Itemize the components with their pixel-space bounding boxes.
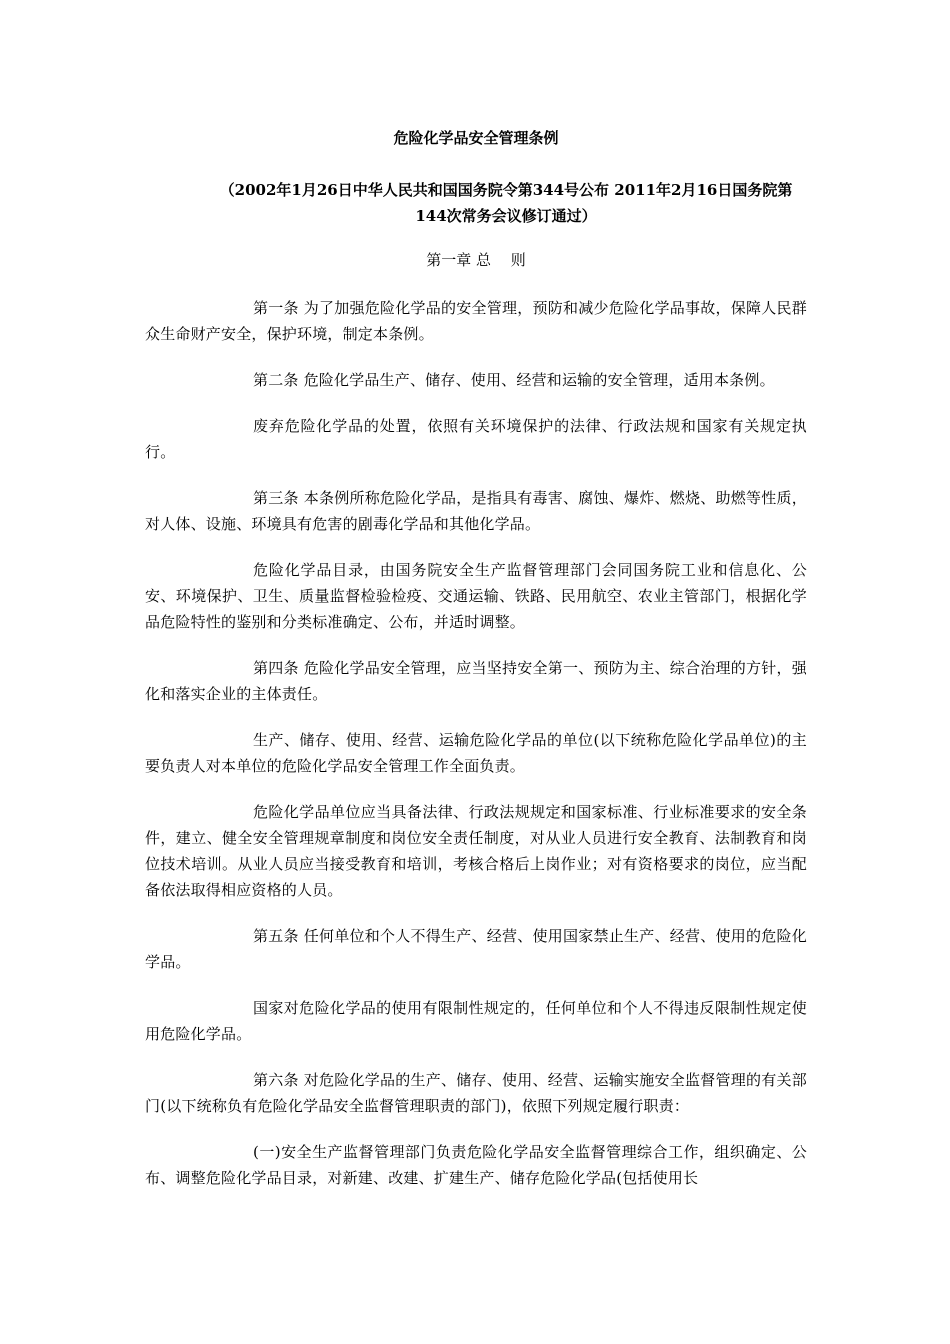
paragraph-article-3-catalog: 危险化学品目录，由国务院安全生产监督管理部门会同国务院工业和信息化、公安、环境保护、卫生、质量监督检验检疫、交通运输、铁路、民用航空、农业主管部门，根据化学品危险特性的鉴别和分类标准确定、公布，并适时调整。: [145, 561, 807, 631]
paragraph-article-6-item-1: (一)安全生产监督管理部门负责危险化学品安全监督管理综合工作，组织确定、公布、调整危险化学品目录，对新建、改建、扩建生产、储存危险化学品(包括使用长: [145, 1143, 807, 1187]
chapter-heading: 第一章 总 则: [426, 251, 526, 269]
document-subtitle: （2002年1月26日中华人民共和国国务院令第344号公布 2011年2月16日国务院第144次常务会议修订通过）: [219, 181, 793, 225]
paragraph-article-4: 第四条 危险化学品安全管理，应当坚持安全第一、预防为主、综合治理的方针，强化和落实企业的主体责任。: [145, 659, 807, 703]
paragraph-article-4-conditions: 危险化学品单位应当具备法律、行政法规规定和国家标准、行业标准要求的安全条件，建立、健全安全管理规章制度和岗位安全责任制度，对从业人员进行安全教育、法制教育和岗位技术培训。从业人员应当接受教育和培训，考核合格后上岗作业；对有资格要求的岗位，应当配备依法取得相应资格的人员。: [145, 803, 807, 899]
paragraph-article-6: 第六条 对危险化学品的生产、储存、使用、经营、运输实施安全监督管理的有关部门(以下统称负有危险化学品安全监督管理职责的部门)，依照下列规定履行职责：: [145, 1071, 807, 1115]
document-title: 危险化学品安全管理条例: [393, 129, 559, 147]
paragraph-article-3: 第三条 本条例所称危险化学品，是指具有毒害、腐蚀、爆炸、燃烧、助燃等性质，对人体、设施、环境具有危害的剧毒化学品和其他化学品。: [145, 489, 807, 533]
paragraph-article-5-restriction: 国家对危险化学品的使用有限制性规定的，任何单位和个人不得违反限制性规定使用危险化学品。: [145, 999, 807, 1043]
paragraph-article-5: 第五条 任何单位和个人不得生产、经营、使用国家禁止生产、经营、使用的危险化学品。: [145, 927, 807, 971]
paragraph-article-4-responsibility: 生产、储存、使用、经营、运输危险化学品的单位(以下统称危险化学品单位)的主要负责人对本单位的危险化学品安全管理工作全面负责。: [145, 731, 807, 775]
paragraph-article-2-waste: 废弃危险化学品的处置，依照有关环境保护的法律、行政法规和国家有关规定执行。: [145, 417, 807, 461]
paragraph-article-1: 第一条 为了加强危险化学品的安全管理，预防和减少危险化学品事故，保障人民群众生命财产安全，保护环境，制定本条例。: [145, 299, 807, 343]
paragraph-article-2: 第二条 危险化学品生产、储存、使用、经营和运输的安全管理，适用本条例。: [253, 371, 775, 389]
document-body: [145, 125, 807, 1211]
